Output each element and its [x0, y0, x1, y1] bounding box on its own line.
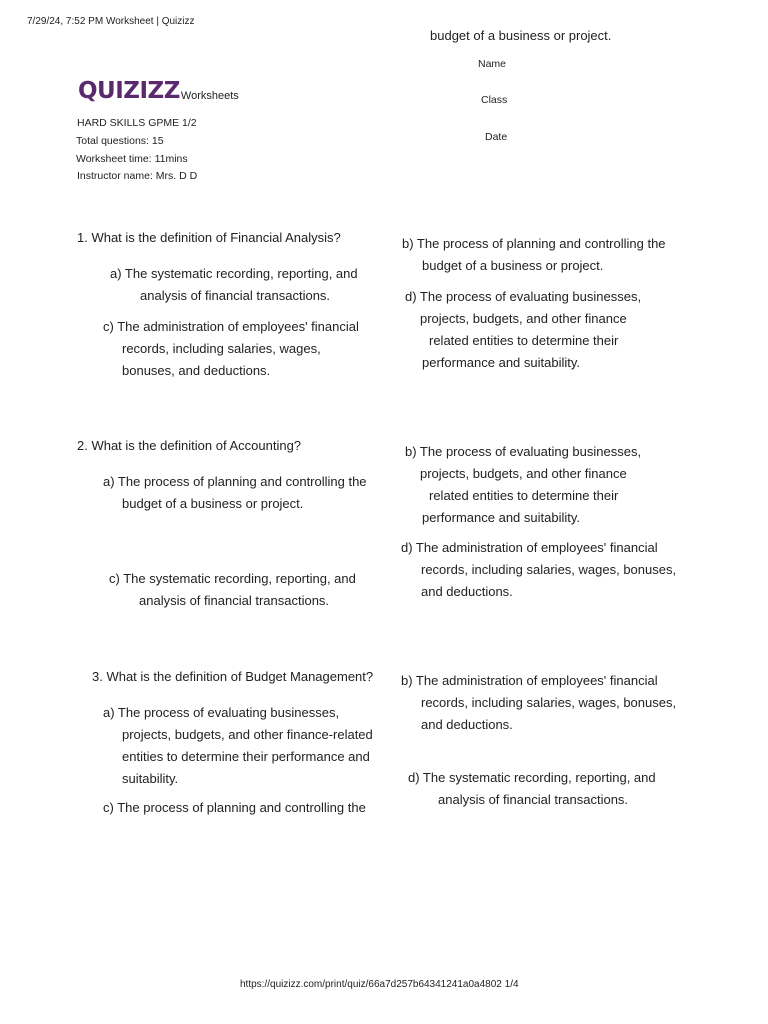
question-3-option-a: a) The process of evaluating businesses, projects, budgets, and other finance-related entities to determine their performance and suitability.	[103, 705, 373, 786]
question-3-text: 3. What is the definition of Budget Management?	[92, 669, 374, 684]
question-2-option-a: a) The process of planning and controlling the budget of a business or project.	[103, 474, 367, 511]
print-header: 7/29/24, 7:52 PM Worksheet | Quizizz	[27, 16, 195, 27]
question-3-option-c: c) The process of planning and controlling the	[103, 800, 366, 815]
carryover-text: budget of a business or project.	[430, 28, 612, 43]
name-field-label: Name	[478, 58, 507, 70]
quizizz-logo	[78, 80, 239, 103]
worksheet-time: Worksheet time: 11mins	[76, 153, 188, 165]
question-1-option-c: c) The administration of employees' financial records, including salaries, wages, bonuses, and deductions.	[103, 319, 359, 378]
question-3-option-b: b) The administration of employees' financial records, including salaries, wages, bonuses, and deductions.	[401, 673, 677, 732]
question-1-option-b: b) The process of planning and controlling the budget of a business or project.	[402, 236, 666, 273]
question-2-option-c: c) The systematic recording, reporting, and analysis of financial transactions.	[109, 571, 356, 608]
question-1-option-a: a) The systematic recording, reporting, and analysis of financial transactions.	[110, 266, 358, 303]
class-field-label: Class	[481, 94, 508, 106]
question-3-option-d: d) The systematic recording, reporting, and analysis of financial transactions.	[408, 770, 656, 807]
logo-wordmark: QUIZIZZ	[78, 78, 180, 104]
logo-subtitle: Worksheets	[180, 90, 239, 102]
question-2-option-b: b) The process of evaluating businesses, projects, budgets, and other finance related entities to determine their performance and suitability.	[405, 444, 642, 525]
instructor-name: Instructor name: Mrs. D D	[77, 170, 198, 182]
question-1-option-d: d) The process of evaluating businesses, projects, budgets, and other finance related entities to determine their performance and suitability.	[405, 289, 642, 370]
worksheet-title: HARD SKILLS GPME 1/2	[77, 117, 197, 129]
question-2-text: 2. What is the definition of Accounting?	[77, 438, 302, 453]
total-questions: Total questions: 15	[76, 135, 164, 147]
question-2-option-d: d) The administration of employees' financial records, including salaries, wages, bonuses, and deductions.	[401, 540, 677, 599]
date-field-label: Date	[485, 131, 508, 143]
question-1-text: 1. What is the definition of Financial Analysis?	[77, 230, 341, 245]
print-footer-url: https://quizizz.com/print/quiz/66a7d257b64341241a0a4802 1/4	[240, 979, 519, 990]
